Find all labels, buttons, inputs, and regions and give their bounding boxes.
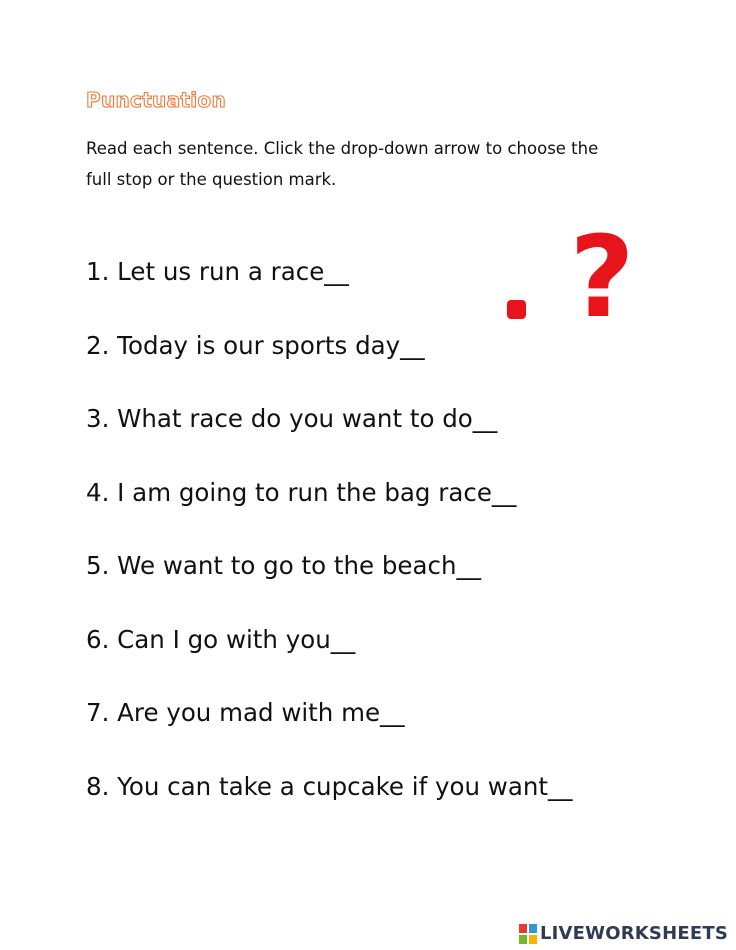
instructions-line-2: full stop or the question mark. [86,170,337,189]
question-item-7: 7. Are you mad with me__ [86,698,405,727]
instructions-text [86,133,686,195]
liveworksheets-logo [519,923,728,944]
full-stop-mark [507,300,526,319]
punctuation-marks-illustration [500,212,650,332]
question-list [86,252,573,840]
question-item-3: 3. What race do you want to do__ [86,404,498,433]
question-item-1: 1. Let us run a race__ [86,257,349,286]
question-item-5: 5. We want to go to the beach__ [86,551,482,580]
question-mark: ? [569,213,635,332]
question-item-6: 6. Can I go with you__ [86,624,356,654]
instructions-line-1: Read each sentence. Click the drop-down arrow to choose the [86,139,599,158]
question-item-4: 4. I am going to run the bag race__ [86,477,517,507]
question-item-8: 8. You can take a cupcake if you want__ [86,771,573,801]
question-item-2: 2. Today is our sports day__ [86,330,425,360]
liveworksheets-logo-icon [519,924,537,944]
worksheet-title: Punctuation [86,88,226,112]
liveworksheets-logo-text: LIVEWORKSHEETS [539,923,728,944]
